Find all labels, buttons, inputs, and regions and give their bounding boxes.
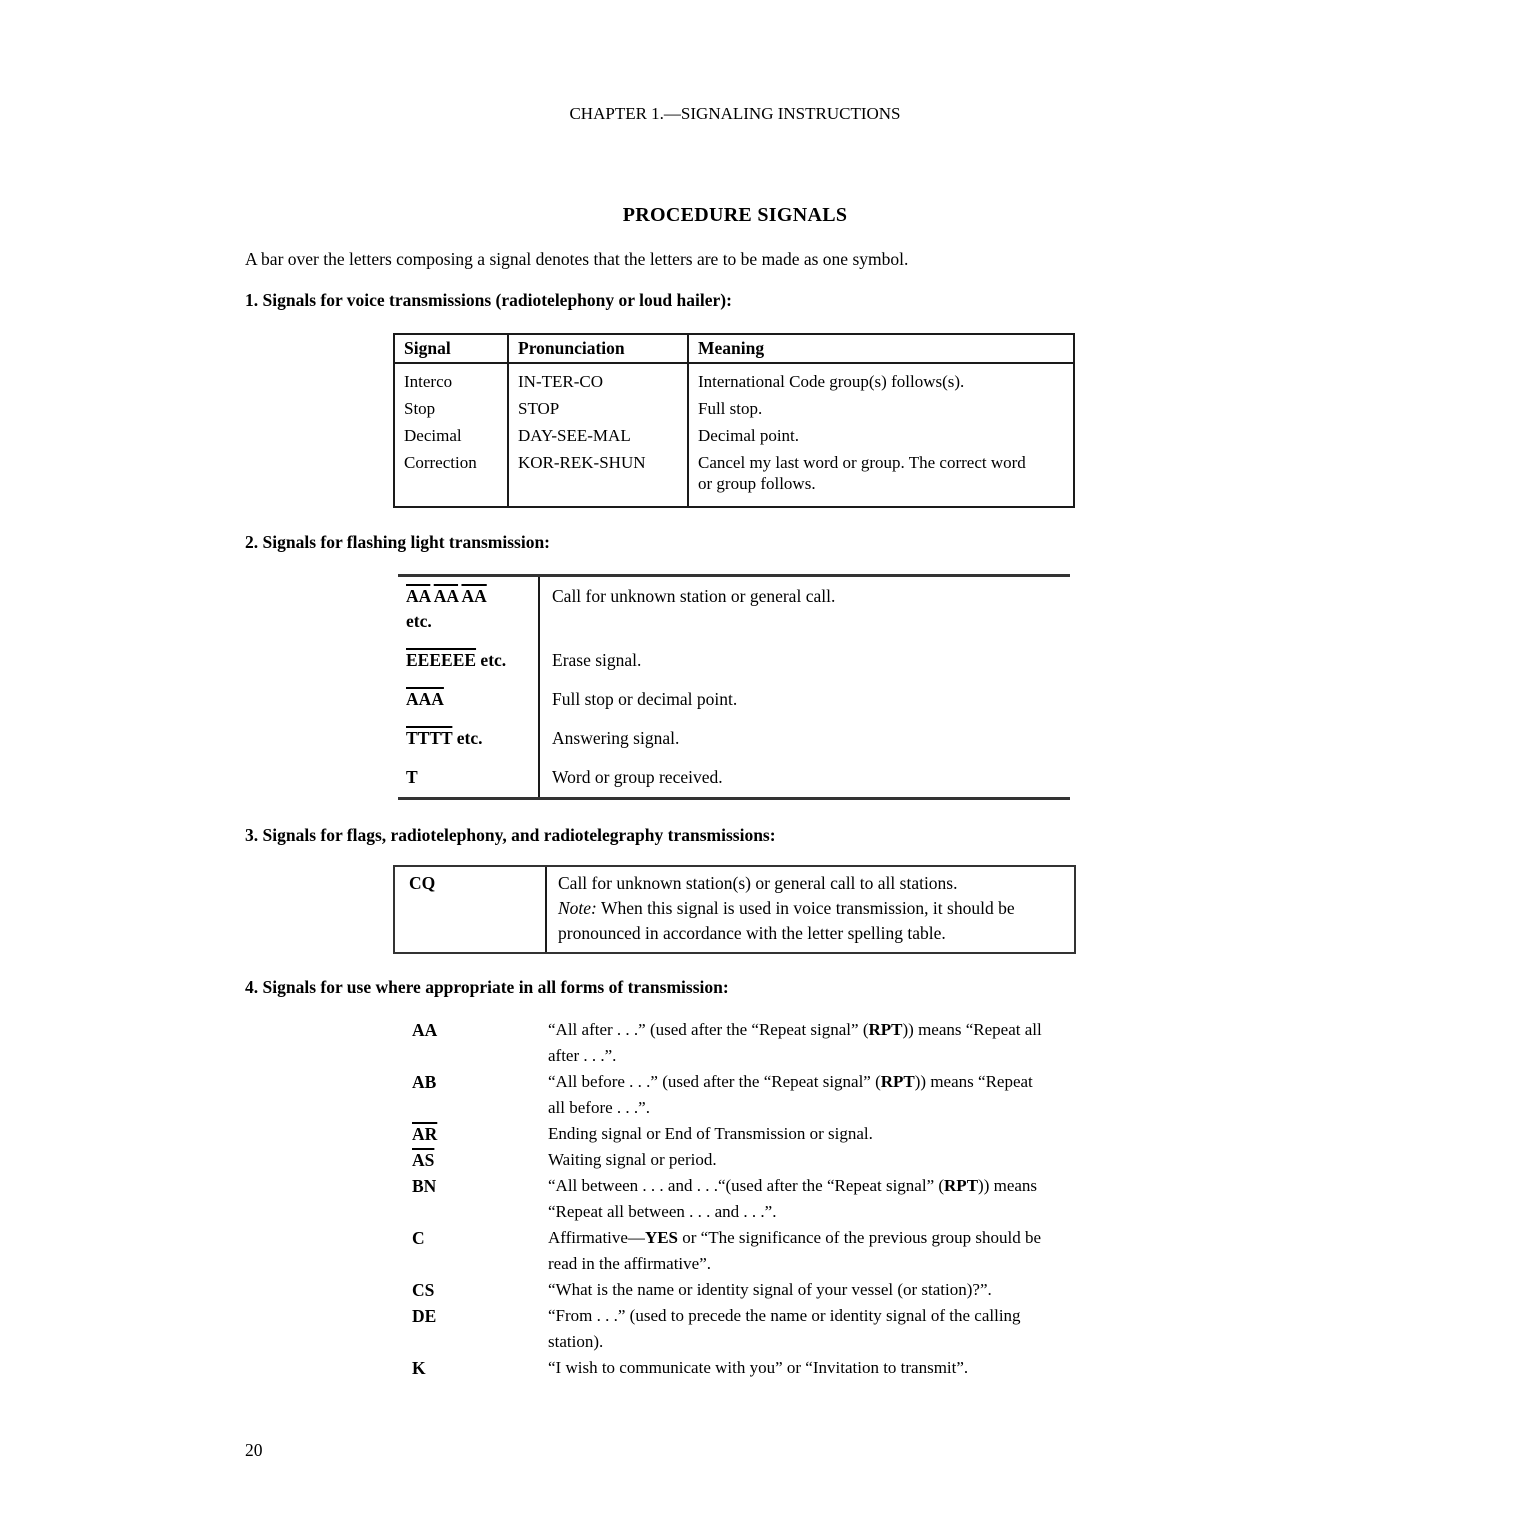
signal-definition: Affirmative—YES or “The significance of the previous group should be read in the affirmative”. — [548, 1228, 1042, 1273]
note-label: Note: — [558, 898, 597, 918]
col-header-pronunciation: Pronunciation — [508, 334, 688, 363]
col-header-meaning: Meaning — [688, 334, 1074, 363]
signal-label: AB — [412, 1072, 437, 1092]
page-content — [245, 0, 1225, 1381]
signal-label: K — [412, 1358, 426, 1378]
signal-cell: Stop — [404, 399, 436, 418]
signal-definition: “I wish to communicate with you” or “Invitation to transmit”. — [548, 1358, 969, 1377]
signal-cell — [398, 680, 540, 719]
section-4-heading: 4. Signals for use where appropriate in all forms of transmission: — [245, 977, 729, 997]
meaning-cell: Answering signal. — [552, 728, 680, 748]
overlined-signal: TTTT — [406, 728, 453, 748]
signal-definition: “All after . . .” (used after the “Repeat signal” (RPT)) means “Repeat all after . . .”. — [548, 1020, 1042, 1065]
signal-definition: Ending signal or End of Transmission or signal. — [548, 1124, 873, 1143]
chapter-header: CHAPTER 1.—SIGNALING INSTRUCTIONS — [569, 104, 901, 123]
col-header-signal: Signal — [394, 334, 508, 363]
overlined-signal: $\overline{AAA}$ — [406, 689, 444, 709]
signal-cell: Interco — [404, 372, 453, 391]
table-header-row — [394, 334, 1074, 363]
signal-definition: “What is the name or identity signal of your vessel (or station)?”. — [548, 1280, 992, 1299]
meaning-cell: Full stop. — [688, 392, 1074, 419]
signal-definition: “All before . . .” (used after the “Repeat signal” (RPT)) means “Repeat all before . . .”. — [548, 1072, 1033, 1117]
signal-definition: “From . . .” (used to precede the name or identity signal of the calling station). — [548, 1306, 1021, 1351]
section-2-heading: 2. Signals for flashing light transmission: — [245, 532, 551, 552]
signal-suffix: etc. — [480, 650, 507, 670]
signal-label: CS — [412, 1280, 435, 1300]
signal-label: BN — [412, 1176, 437, 1196]
flashing-light-table — [398, 574, 1070, 800]
cq-signal-table — [393, 865, 1076, 954]
signal-cell — [398, 719, 540, 758]
meaning-cell: Cancel my last word or group. The correct word or group follows. — [688, 446, 1074, 507]
signal-label: AA — [412, 1020, 438, 1040]
overlined-signal: $\overline{AA}$ — [461, 586, 487, 606]
all-forms-signal-list — [412, 1017, 1225, 1381]
meaning-cell: Erase signal. — [552, 650, 642, 670]
note-text: Note: When this signal is used in voice transmission, it should be pronounced in accordance with the letter spelling table. — [558, 898, 1015, 943]
section-1-heading: 1. Signals for voice transmissions (radiotelephony or loud hailer): — [245, 290, 732, 310]
pronunciation-cell: STOP — [508, 392, 688, 419]
plain-signal: T — [406, 767, 418, 787]
meaning-text: Call for unknown station(s) or general call to all stations. — [558, 873, 958, 893]
signal-suffix: etc. — [456, 728, 483, 748]
overlined-signal: EEEEEE — [406, 650, 477, 670]
signal-cell: CQ — [395, 867, 547, 952]
signal-cell — [398, 641, 540, 680]
signal-definition: “All between . . . and . . .“(used after the “Repeat signal” (RPT)) means “Repeat all between . . . and . . .”. — [548, 1176, 1038, 1221]
signal-label: DE — [412, 1306, 437, 1326]
meaning-cell: Decimal point. — [688, 419, 1074, 446]
signal-label: $\overline{AR}$ — [412, 1124, 438, 1144]
page-number: 20 — [245, 1440, 263, 1460]
page-title: PROCEDURE SIGNALS — [622, 204, 848, 226]
signal-cell — [398, 758, 540, 797]
signal-cell: Correction — [404, 453, 477, 472]
section-3-heading: 3. Signals for flags, radiotelephony, and radiotelegraphy transmissions: — [245, 825, 776, 845]
table-row — [394, 392, 1074, 419]
signal-definition: Waiting signal or period. — [548, 1150, 717, 1169]
signal-label: C — [412, 1228, 425, 1248]
pronunciation-cell: IN-TER-CO — [508, 363, 688, 392]
meaning-cell: Call for unknown station or general call. — [552, 586, 836, 606]
overlined-signal: $\overline{AA}$ — [406, 586, 431, 606]
signal-label: $\overline{AS}$ — [412, 1150, 435, 1170]
overlined-signal: $\overline{AA}$ — [433, 586, 459, 606]
table-row — [394, 363, 1074, 392]
intro-paragraph: A bar over the letters composing a signal denotes that the letters are to be made as one symbol. — [245, 249, 909, 269]
table-row — [394, 419, 1074, 446]
voice-signals-table — [393, 333, 1075, 508]
signal-suffix: etc. — [406, 611, 432, 631]
meaning-cell: International Code group(s) follows(s). — [688, 363, 1074, 392]
pronunciation-cell: KOR-REK-SHUN — [508, 446, 688, 507]
meaning-cell: Word or group received. — [552, 767, 723, 787]
pronunciation-cell: DAY-SEE-MAL — [508, 419, 688, 446]
meaning-cell — [547, 867, 1074, 952]
table-row — [394, 446, 1074, 507]
signal-cell — [398, 577, 540, 641]
signal-cell: Decimal — [404, 426, 462, 445]
meaning-cell: Full stop or decimal point. — [552, 689, 738, 709]
